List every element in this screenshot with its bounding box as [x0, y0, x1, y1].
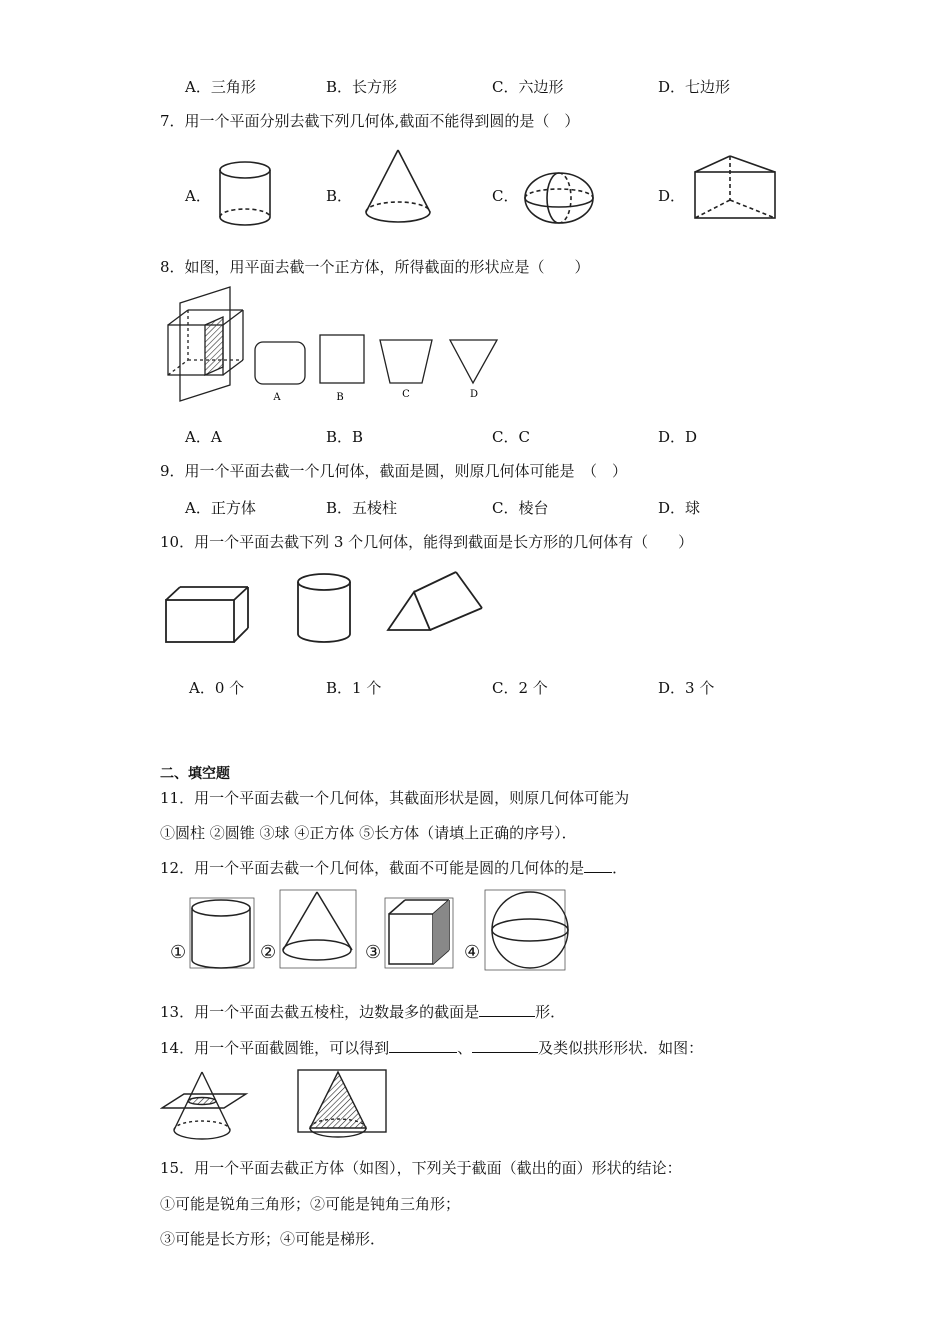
q8-fig-label-d: D — [469, 389, 479, 400]
q12-label-1: ① — [170, 942, 187, 963]
section-title: 二、填空题 — [160, 766, 230, 782]
q9-stem: 9．用一个平面去截一个几何体，截面是圆，则原几何体可能是 （ ） — [160, 462, 628, 480]
q6-option-b[interactable]: B．长方形 — [326, 78, 398, 96]
q12-figure — [160, 888, 580, 972]
q12-label-2: ② — [260, 942, 277, 963]
q10-option-c[interactable]: C．2 个 — [492, 679, 548, 697]
q13-answer-blank[interactable] — [479, 1002, 535, 1017]
q6-option-a[interactable]: A．三角形 — [185, 78, 256, 96]
q10-stem: 10．用一个平面去截下列 3 个几何体，能得到截面是长方形的几何体有（ ） — [160, 533, 694, 551]
q10-option-d[interactable]: D．3 个 — [658, 679, 715, 697]
q8-fig-label-a: A — [273, 392, 281, 403]
q8-option-b[interactable]: B．B — [326, 428, 364, 446]
q10-option-a[interactable]: A．0 个 — [189, 679, 245, 697]
q12-answer-blank[interactable] — [584, 858, 612, 873]
q11-line2: ①圆柱 ②圆锥 ③球 ④正方体 ⑤长方体（请填上正确的序号）． — [160, 824, 577, 842]
q9-option-d[interactable]: D．球 — [658, 499, 701, 517]
q10-figure — [162, 570, 492, 650]
q12-label-4: ④ — [464, 942, 481, 963]
q12-stem — [160, 858, 627, 878]
q7-label-d[interactable]: D． — [658, 187, 686, 205]
q6-options — [185, 76, 885, 96]
q9-option-a[interactable]: A．正方体 — [185, 499, 256, 517]
q9-option-c[interactable]: C．棱台 — [492, 499, 549, 517]
q12-stem-text: 12．用一个平面去截一个几何体，截面不可能是圆的几何体的是 — [160, 859, 585, 877]
q14-text-after: 及类似拱形形状．如图： — [538, 1039, 704, 1057]
q14-answer-blank-2[interactable] — [472, 1038, 538, 1053]
q11-line1: 11．用一个平面去截一个几何体，其截面形状是圆，则原几何体可能为 — [160, 789, 630, 807]
q8-fig-label-c: C — [402, 389, 410, 400]
q15-line3: ③可能是长方形；④可能是梯形． — [160, 1230, 386, 1248]
q9-option-b[interactable]: B．五棱柱 — [326, 499, 398, 517]
q14-text-sep: 、 — [457, 1039, 473, 1057]
q7-cylinder-figure — [212, 155, 278, 235]
q7-stem: 7．用一个平面分别去截下列几何体,截面不能得到圆的是（ ） — [160, 112, 580, 130]
q15-line1: 15．用一个平面去截正方体（如图），下列关于截面（截出的面）形状的结论： — [160, 1159, 682, 1177]
q8-figure — [160, 285, 510, 405]
q7-label-c[interactable]: C． — [492, 187, 519, 205]
q9-options — [185, 497, 885, 517]
q10-options — [185, 677, 885, 697]
q8-option-a[interactable]: A．A — [185, 428, 222, 446]
q7-sphere-figure — [520, 170, 598, 228]
q14-figure — [160, 1068, 400, 1142]
q12-solids — [160, 888, 580, 972]
q8-options — [185, 426, 885, 446]
q8-fig-label-b: B — [336, 392, 344, 403]
q12-stem-end: ． — [612, 859, 628, 877]
q8-option-c[interactable]: C．C — [492, 428, 530, 446]
q7-triangular-prism-figure — [690, 152, 782, 224]
q8-option-d[interactable]: D．D — [658, 428, 698, 446]
q7-cone-figure — [360, 146, 436, 232]
q6-option-d[interactable]: D．七边形 — [658, 78, 731, 96]
q13-stem — [160, 1002, 565, 1022]
q6-option-c[interactable]: C．六边形 — [492, 78, 564, 96]
q12-label-3: ③ — [365, 942, 382, 963]
q8-stem: 8．如图，用平面去截一个正方体，所得截面的形状应是（ ） — [160, 258, 590, 276]
q14-answer-blank-1[interactable] — [389, 1038, 457, 1053]
q10-option-b[interactable]: B．1 个 — [326, 679, 382, 697]
q7-label-b[interactable]: B． — [326, 187, 353, 205]
q13-text-after: 形． — [535, 1003, 566, 1021]
q15-line2: ①可能是锐角三角形；②可能是钝角三角形； — [160, 1195, 461, 1213]
q13-text-before: 13．用一个平面去截五棱柱，边数最多的截面是 — [160, 1003, 480, 1021]
q7-label-a[interactable]: A． — [185, 187, 211, 205]
q14-stem — [160, 1038, 703, 1058]
q14-text-before: 14．用一个平面截圆锥，可以得到 — [160, 1039, 390, 1057]
